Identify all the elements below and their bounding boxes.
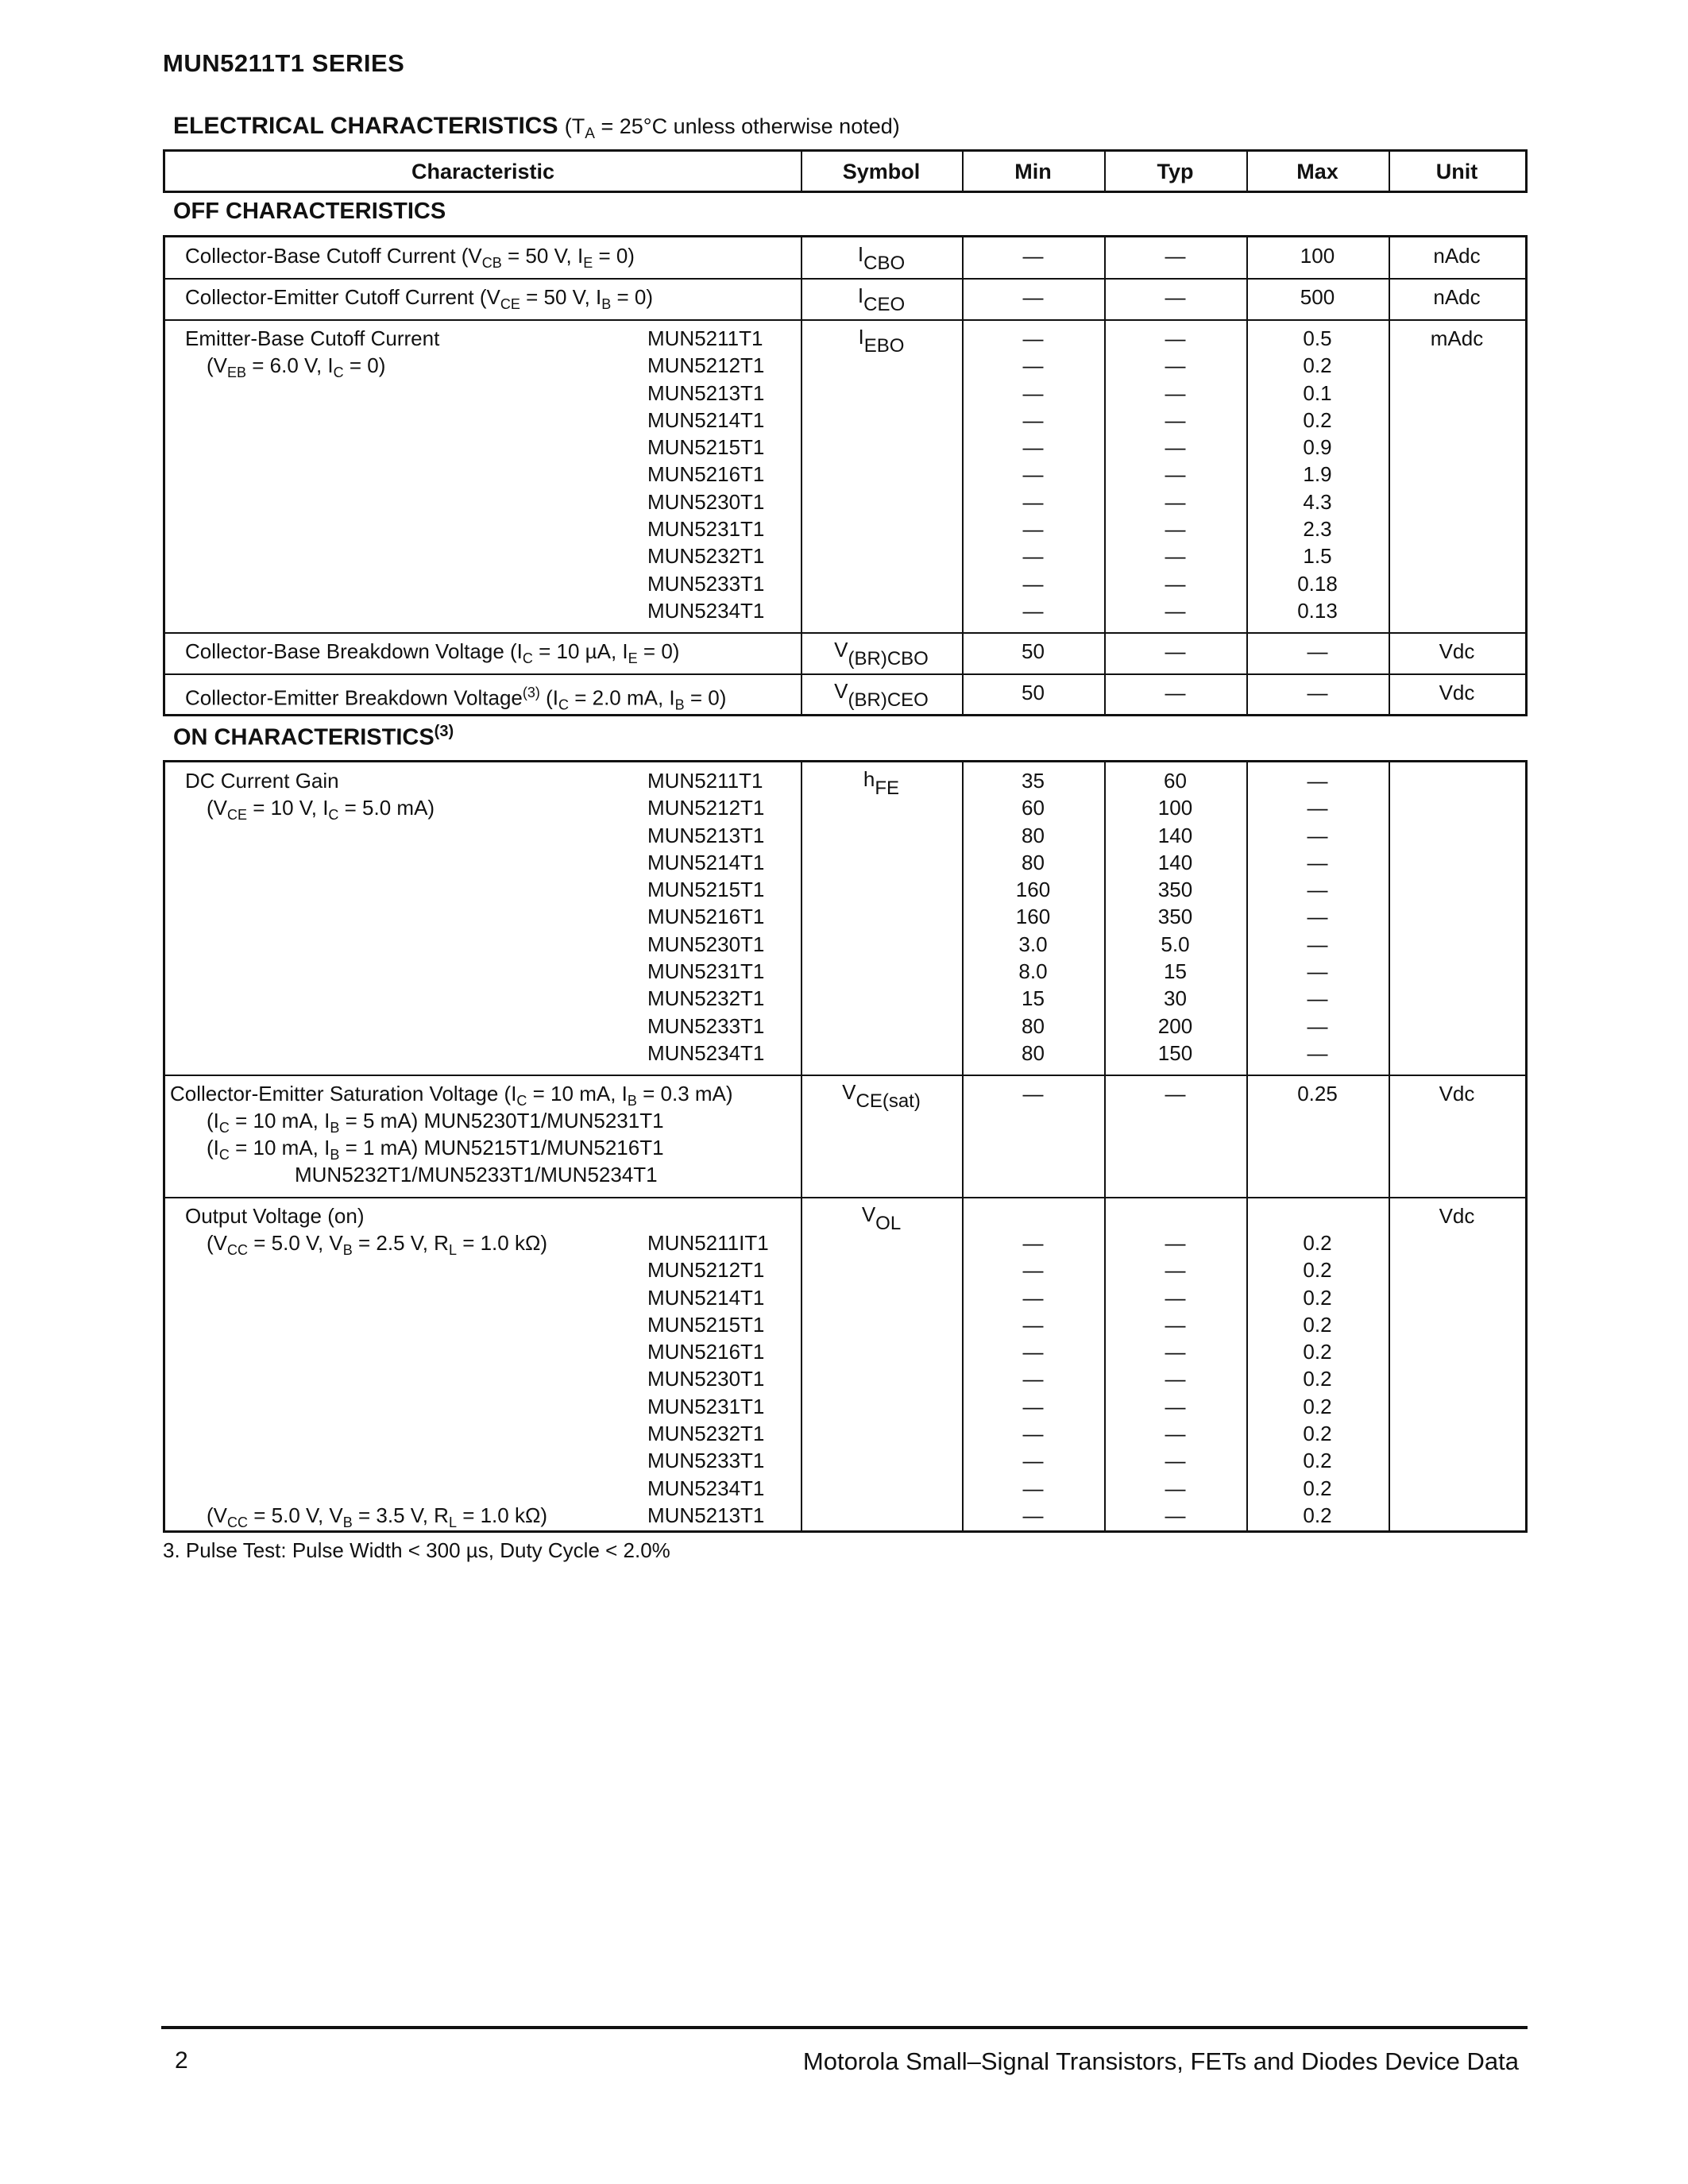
vol-characteristic: Output Voltage (on) bbox=[185, 1204, 365, 1228]
vol-max-item: 0.2 bbox=[1303, 1258, 1332, 1283]
hfe-typ-item: 140 bbox=[1157, 850, 1193, 874]
hfe-max-item: — bbox=[1307, 769, 1328, 793]
iebo-typ-item: — bbox=[1165, 517, 1186, 542]
on-table bbox=[163, 760, 1528, 1533]
hfe-min-item: 35 bbox=[1022, 769, 1045, 793]
ec-title: ELECTRICAL CHARACTERISTICS bbox=[173, 113, 558, 139]
vol-max-list bbox=[1246, 1229, 1389, 1529]
icbo-max: 100 bbox=[1300, 244, 1335, 268]
footer-text: Motorola Small–Signal Transistors, FETs and Diodes Device Data bbox=[802, 2047, 1519, 2075]
page-number: 2 bbox=[175, 2047, 188, 2074]
vol-typ-item: — bbox=[1165, 1340, 1186, 1364]
ec-heading bbox=[173, 113, 900, 140]
hfe-max-item: — bbox=[1307, 932, 1328, 956]
iebo-min-item: — bbox=[1022, 489, 1044, 514]
vol-device-list bbox=[647, 1229, 769, 1529]
col-max: Max bbox=[1296, 160, 1338, 183]
hfe-max-list bbox=[1246, 767, 1389, 1067]
vcesat-symbol: $V_{CE(sat)}$ bbox=[842, 1080, 921, 1112]
hfe-typ-item: 100 bbox=[1157, 796, 1193, 820]
iceo-max: 500 bbox=[1300, 285, 1335, 309]
hfe-typ-item: 200 bbox=[1157, 1013, 1193, 1038]
hfe-characteristic: DC Current Gain bbox=[185, 769, 339, 793]
iebo-max-item: 0.9 bbox=[1303, 435, 1332, 460]
hfe-max-item: — bbox=[1307, 823, 1328, 847]
iebo-min-item: — bbox=[1022, 462, 1044, 487]
vol-device-item: MUN5234T1 bbox=[647, 1476, 765, 1500]
iebo-max-item: 0.5 bbox=[1303, 326, 1332, 350]
iebo-device-item: MUN5234T1 bbox=[647, 598, 765, 623]
vol-device-item: MUN5213T1 bbox=[647, 1503, 765, 1527]
hfe-device-item: MUN5216T1 bbox=[647, 905, 765, 929]
hfe-max-item: — bbox=[1307, 850, 1328, 874]
vol-typ-item: — bbox=[1165, 1367, 1186, 1391]
vol-max-item: 0.2 bbox=[1303, 1231, 1332, 1255]
iebo-typ-item: — bbox=[1165, 598, 1186, 623]
vol-typ-item: — bbox=[1165, 1476, 1186, 1500]
hfe-device-item: MUN5234T1 bbox=[647, 1040, 765, 1065]
icbo-symbol: $I_{CBO}$ bbox=[857, 242, 906, 274]
iebo-max-item: 0.1 bbox=[1303, 380, 1332, 405]
iebo-device-item: MUN5232T1 bbox=[647, 544, 765, 569]
vbrcbo-max: — bbox=[1307, 639, 1328, 663]
icbo-characteristic: Collector-Base Cutoff Current ($V_{CB} = 50$ V, $I_E = 0$) bbox=[185, 244, 635, 271]
iebo-min-item: — bbox=[1022, 598, 1044, 623]
vol-typ-item: — bbox=[1165, 1394, 1186, 1418]
hfe-min-item: 80 bbox=[1022, 823, 1045, 847]
iceo-characteristic: Collector-Emitter Cutoff Current ($V_{CE} = 50$ V, $I_B = 0$) bbox=[185, 285, 654, 312]
vol-device-item: MUN5212T1 bbox=[647, 1258, 765, 1283]
iebo-max-item: 0.2 bbox=[1303, 407, 1332, 432]
iebo-device-item: MUN5215T1 bbox=[647, 435, 765, 460]
icbo-min: — bbox=[1022, 244, 1044, 268]
iebo-typ-item: — bbox=[1165, 489, 1186, 514]
hfe-typ-item: 150 bbox=[1157, 1040, 1193, 1065]
iebo-unit: mAdc bbox=[1430, 326, 1484, 350]
hfe-max-item: — bbox=[1307, 959, 1328, 984]
iebo-device-item: MUN5213T1 bbox=[647, 380, 765, 405]
vbrceo-typ: — bbox=[1165, 681, 1186, 704]
icbo-typ: — bbox=[1165, 244, 1186, 268]
vol-device-item: MUN5216T1 bbox=[647, 1340, 765, 1364]
iebo-device-item: MUN5231T1 bbox=[647, 517, 765, 542]
iebo-min-item: — bbox=[1022, 571, 1044, 596]
vol-device-item: MUN5215T1 bbox=[647, 1312, 765, 1337]
vol-condition-1: ($V_{CC} = 5.0$ V, $V_B = 2.5$ V, $R_L = 1.0$ kΩ) bbox=[207, 1231, 548, 1258]
vol-min-item: — bbox=[1022, 1367, 1044, 1391]
vcesat-unit: Vdc bbox=[1439, 1082, 1475, 1106]
hfe-device-item: MUN5215T1 bbox=[647, 878, 765, 902]
hfe-device-item: MUN5211T1 bbox=[647, 769, 763, 793]
iebo-characteristic: Emitter-Base Cutoff Current bbox=[185, 326, 440, 350]
iebo-max-item: 2.3 bbox=[1303, 517, 1332, 542]
hfe-min-item: 80 bbox=[1022, 850, 1045, 874]
iebo-typ-list bbox=[1104, 325, 1246, 624]
hfe-max-item: — bbox=[1307, 1013, 1328, 1038]
vol-device-item: MUN5233T1 bbox=[647, 1449, 765, 1473]
hfe-typ-item: 5.0 bbox=[1161, 932, 1190, 956]
iebo-typ-item: — bbox=[1165, 353, 1186, 378]
vol-max-item: 0.2 bbox=[1303, 1422, 1332, 1446]
hfe-max-item: — bbox=[1307, 905, 1328, 929]
col-min: Min bbox=[1014, 160, 1052, 183]
vol-unit: Vdc bbox=[1439, 1204, 1475, 1228]
iebo-max-item: 0.2 bbox=[1303, 353, 1332, 378]
hfe-condition: ($V_{CE} = 10$ V, $I_C = 5.0$ mA) bbox=[207, 796, 435, 823]
hfe-typ-item: 30 bbox=[1164, 986, 1187, 1011]
iebo-min-item: — bbox=[1022, 353, 1044, 378]
iceo-min: — bbox=[1022, 285, 1044, 309]
iebo-typ-item: — bbox=[1165, 380, 1186, 405]
vbrceo-unit: Vdc bbox=[1439, 681, 1475, 704]
hfe-device-item: MUN5232T1 bbox=[647, 986, 765, 1011]
vol-min-item: — bbox=[1022, 1258, 1044, 1283]
hfe-typ-item: 350 bbox=[1157, 905, 1193, 929]
hfe-max-item: — bbox=[1307, 986, 1328, 1011]
iceo-typ: — bbox=[1165, 285, 1186, 309]
hfe-device-item: MUN5214T1 bbox=[647, 850, 765, 874]
vbrcbo-symbol: $V_{(BR)CBO}$ bbox=[834, 638, 929, 669]
column-header-row bbox=[163, 149, 1528, 193]
iebo-typ-item: — bbox=[1165, 326, 1186, 350]
vol-max-item: 0.2 bbox=[1303, 1285, 1332, 1310]
vol-typ-item: — bbox=[1165, 1312, 1186, 1337]
hfe-device-item: MUN5230T1 bbox=[647, 932, 765, 956]
vol-typ-list bbox=[1104, 1229, 1246, 1529]
vbrcbo-min: 50 bbox=[1022, 639, 1045, 663]
iebo-max-item: 1.5 bbox=[1303, 544, 1332, 569]
vol-min-item: — bbox=[1022, 1449, 1044, 1473]
ec-condition: ($T_A = 25^\circ C$ unless otherwise noted) bbox=[564, 114, 900, 142]
vol-min-item: — bbox=[1022, 1476, 1044, 1500]
iebo-device-item: MUN5230T1 bbox=[647, 489, 765, 514]
hfe-min-item: 80 bbox=[1022, 1040, 1045, 1065]
vol-max-item: 0.2 bbox=[1303, 1340, 1332, 1364]
vbrcbo-characteristic: Collector-Base Breakdown Voltage ($I_C = 10$ µA, $I_E = 0$) bbox=[185, 639, 680, 666]
vbrceo-characteristic: Collector-Emitter Breakdown Voltage$^{(3)}$ ($I_C = 2.0$ mA, $I_B = 0$) bbox=[185, 685, 727, 713]
vol-max-item: 0.2 bbox=[1303, 1312, 1332, 1337]
iebo-max-item: 0.13 bbox=[1297, 598, 1338, 623]
hfe-min-item: 3.0 bbox=[1018, 932, 1048, 956]
iebo-min-item: — bbox=[1022, 407, 1044, 432]
vbrcbo-typ: — bbox=[1165, 639, 1186, 663]
hfe-typ-list bbox=[1104, 767, 1246, 1067]
vol-min-list bbox=[962, 1229, 1104, 1529]
vcesat-min: — bbox=[1022, 1082, 1044, 1106]
hfe-max-item: — bbox=[1307, 796, 1328, 820]
iebo-max-list bbox=[1246, 325, 1389, 624]
vol-typ-item: — bbox=[1165, 1285, 1186, 1310]
vol-min-item: — bbox=[1022, 1394, 1044, 1418]
vol-device-item: MUN5232T1 bbox=[647, 1422, 765, 1446]
off-characteristics-title: OFF CHARACTERISTICS bbox=[173, 199, 446, 224]
icbo-unit: nAdc bbox=[1433, 244, 1481, 268]
hfe-min-list bbox=[962, 767, 1104, 1067]
vol-max-item: 0.2 bbox=[1303, 1503, 1332, 1527]
hfe-max-item: — bbox=[1307, 1040, 1328, 1065]
hfe-device-item: MUN5233T1 bbox=[647, 1013, 765, 1038]
vol-condition-2: ($V_{CC} = 5.0$ V, $V_B = 3.5$ V, $R_L = 1.0$ kΩ) bbox=[207, 1503, 548, 1530]
vol-max-item: 0.2 bbox=[1303, 1449, 1332, 1473]
vol-min-item: — bbox=[1022, 1503, 1044, 1527]
footer-rule bbox=[161, 2026, 1528, 2029]
iebo-max-item: 4.3 bbox=[1303, 489, 1332, 514]
on-characteristics-title: ON CHARACTERISTICS$^{(3)}$ bbox=[173, 723, 454, 751]
iebo-typ-item: — bbox=[1165, 435, 1186, 460]
iebo-min-item: — bbox=[1022, 380, 1044, 405]
iceo-unit: nAdc bbox=[1433, 285, 1481, 309]
iebo-max-item: 1.9 bbox=[1303, 462, 1332, 487]
col-unit: Unit bbox=[1435, 160, 1478, 183]
hfe-typ-item: 140 bbox=[1157, 823, 1193, 847]
vcesat-condition-1: ($I_C = 10$ mA, $I_B = 5$ mA) MUN5230T1/MUN5231T1 bbox=[207, 1109, 664, 1136]
vol-typ-item: — bbox=[1165, 1449, 1186, 1473]
vol-min-item: — bbox=[1022, 1340, 1044, 1364]
vbrceo-symbol: $V_{(BR)CEO}$ bbox=[834, 679, 929, 711]
hfe-typ-item: 60 bbox=[1164, 769, 1187, 793]
vol-max-item: 0.2 bbox=[1303, 1476, 1332, 1500]
hfe-min-item: 15 bbox=[1022, 986, 1045, 1011]
iebo-device-item: MUN5216T1 bbox=[647, 462, 765, 487]
iebo-min-list bbox=[962, 325, 1104, 624]
vol-typ-item: — bbox=[1165, 1258, 1186, 1283]
vol-device-item: MUN5211IT1 bbox=[647, 1231, 769, 1255]
hfe-min-item: 8.0 bbox=[1018, 959, 1048, 984]
iebo-typ-item: — bbox=[1165, 571, 1186, 596]
vbrceo-max: — bbox=[1307, 681, 1328, 704]
iceo-symbol: $I_{CEO}$ bbox=[857, 284, 906, 315]
vcesat-characteristic: Collector-Emitter Saturation Voltage ($I_C = 10$ mA, $I_B = 0.3$ mA) bbox=[170, 1082, 733, 1109]
hfe-max-item: — bbox=[1307, 878, 1328, 902]
vol-device-item: MUN5231T1 bbox=[647, 1394, 765, 1418]
vol-max-item: 0.2 bbox=[1303, 1394, 1332, 1418]
col-characteristic: Characteristic bbox=[411, 160, 555, 183]
hfe-min-item: 80 bbox=[1022, 1013, 1045, 1038]
iebo-min-item: — bbox=[1022, 435, 1044, 460]
iebo-device-list bbox=[647, 325, 764, 624]
vol-typ-item: — bbox=[1165, 1231, 1186, 1255]
hfe-typ-item: 350 bbox=[1157, 878, 1193, 902]
hfe-device-item: MUN5213T1 bbox=[647, 823, 765, 847]
iebo-device-item: MUN5212T1 bbox=[647, 353, 765, 378]
hfe-symbol: $h_{FE}$ bbox=[863, 767, 900, 799]
hfe-min-item: 160 bbox=[1015, 905, 1051, 929]
hfe-min-item: 160 bbox=[1015, 878, 1051, 902]
off-table bbox=[163, 235, 1528, 716]
hfe-typ-item: 15 bbox=[1164, 959, 1187, 984]
iebo-min-item: — bbox=[1022, 544, 1044, 569]
vol-min-item: — bbox=[1022, 1231, 1044, 1255]
iebo-min-item: — bbox=[1022, 517, 1044, 542]
vol-min-item: — bbox=[1022, 1312, 1044, 1337]
series-title: MUN5211T1 SERIES bbox=[163, 49, 405, 77]
vol-typ-item: — bbox=[1165, 1422, 1186, 1446]
iebo-typ-item: — bbox=[1165, 407, 1186, 432]
hfe-device-list bbox=[647, 767, 764, 1067]
iebo-typ-item: — bbox=[1165, 462, 1186, 487]
hfe-device-item: MUN5231T1 bbox=[647, 959, 765, 984]
hfe-min-item: 60 bbox=[1022, 796, 1045, 820]
iebo-device-item: MUN5211T1 bbox=[647, 326, 763, 350]
iebo-min-item: — bbox=[1022, 326, 1044, 350]
footnote: 3. Pulse Test: Pulse Width < 300 µs, Duty Cycle < 2.0% bbox=[163, 1538, 670, 1562]
vcesat-condition-2: ($I_C = 10$ mA, $I_B = 1$ mA) MUN5215T1/MUN5216T1 bbox=[207, 1136, 664, 1163]
vol-device-item: MUN5230T1 bbox=[647, 1367, 765, 1391]
iebo-max-item: 0.18 bbox=[1297, 571, 1338, 596]
vol-min-item: — bbox=[1022, 1422, 1044, 1446]
iebo-device-item: MUN5214T1 bbox=[647, 407, 765, 432]
vol-max-item: 0.2 bbox=[1303, 1367, 1332, 1391]
vcesat-typ: — bbox=[1165, 1082, 1186, 1106]
vol-min-item: — bbox=[1022, 1285, 1044, 1310]
hfe-device-item: MUN5212T1 bbox=[647, 796, 765, 820]
vbrceo-min: 50 bbox=[1022, 681, 1045, 704]
vol-device-item: MUN5214T1 bbox=[647, 1285, 765, 1310]
col-typ: Typ bbox=[1157, 160, 1194, 183]
vbrcbo-unit: Vdc bbox=[1439, 639, 1475, 663]
iebo-device-item: MUN5233T1 bbox=[647, 571, 765, 596]
iebo-condition: ($V_{EB} = 6.0$ V, $I_C = 0$) bbox=[207, 353, 386, 380]
vol-typ-item: — bbox=[1165, 1503, 1186, 1527]
iebo-symbol: $I_{EBO}$ bbox=[858, 325, 905, 357]
vcesat-condition-3: MUN5232T1/MUN5233T1/MUN5234T1 bbox=[295, 1163, 658, 1187]
vol-symbol: $V_{OL}$ bbox=[861, 1202, 902, 1234]
iebo-typ-item: — bbox=[1165, 544, 1186, 569]
col-symbol: Symbol bbox=[842, 160, 921, 183]
vcesat-max: 0.25 bbox=[1297, 1082, 1338, 1106]
